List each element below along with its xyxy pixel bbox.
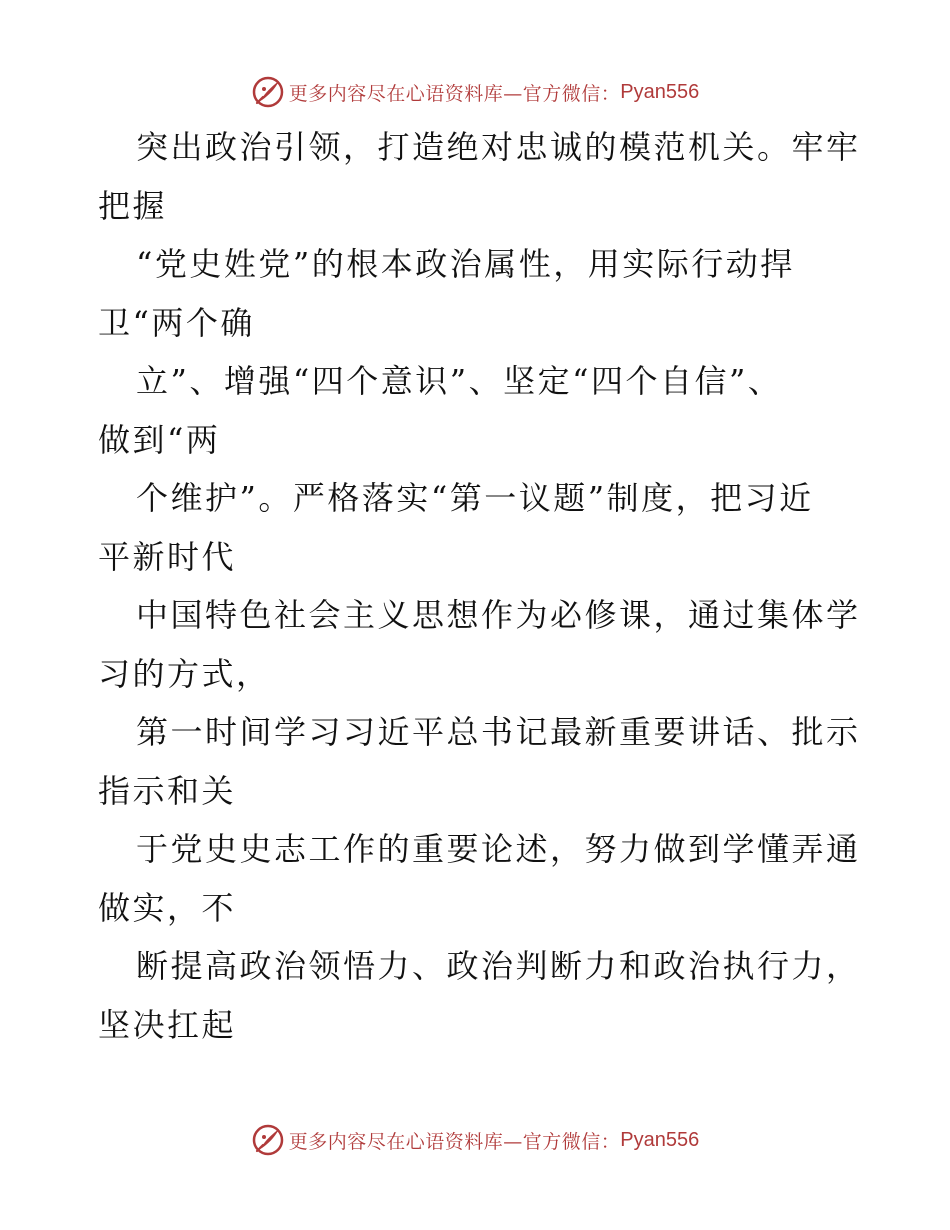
feather-pen-logo-icon	[251, 1123, 285, 1157]
watermark-site-text: 更多内容尽在心语资料库—官方微信：	[288, 82, 621, 105]
text-line: 坚决扛起	[98, 1005, 237, 1044]
text-line: 断提高政治领悟力、政治判断力和政治执行力，	[136, 947, 861, 985]
header-watermark	[0, 72, 950, 112]
text-line: 个维护”。严格落实“第一议题”制度，把习近	[136, 479, 814, 517]
feather-pen-logo-icon	[251, 75, 285, 109]
watermark-handle: Pyan556	[620, 80, 700, 103]
watermark-site-text: 更多内容尽在心语资料库—官方微信：	[288, 1130, 621, 1153]
text-line: 突出政治引领，打造绝对忠诚的模范机关。牢牢	[136, 128, 861, 166]
text-line: 立”、增强“四个意识”、坚定“四个自信”、	[136, 362, 783, 400]
text-line: 做实，不	[98, 888, 237, 927]
text-line: 于党史史志工作的重要论述，努力做到学懂弄通	[136, 830, 861, 868]
text-line: 指示和关	[98, 771, 237, 810]
watermark-handle: Pyan556	[620, 1128, 700, 1151]
text-line: 平新时代	[98, 537, 237, 576]
text-line: 做到“两	[98, 420, 221, 459]
text-line: 中国特色社会主义思想作为必修课，通过集体学	[136, 596, 861, 634]
document-body	[98, 118, 861, 1054]
text-line: 把握	[98, 186, 168, 225]
text-line: 习的方式，	[98, 654, 271, 693]
footer-watermark	[0, 1120, 950, 1160]
text-line: 卫“两个确	[98, 303, 255, 342]
text-line: 第一时间学习习近平总书记最新重要讲话、批示	[136, 713, 861, 751]
text-line: “党史姓党”的根本政治属性，用实际行动捍	[136, 245, 795, 283]
